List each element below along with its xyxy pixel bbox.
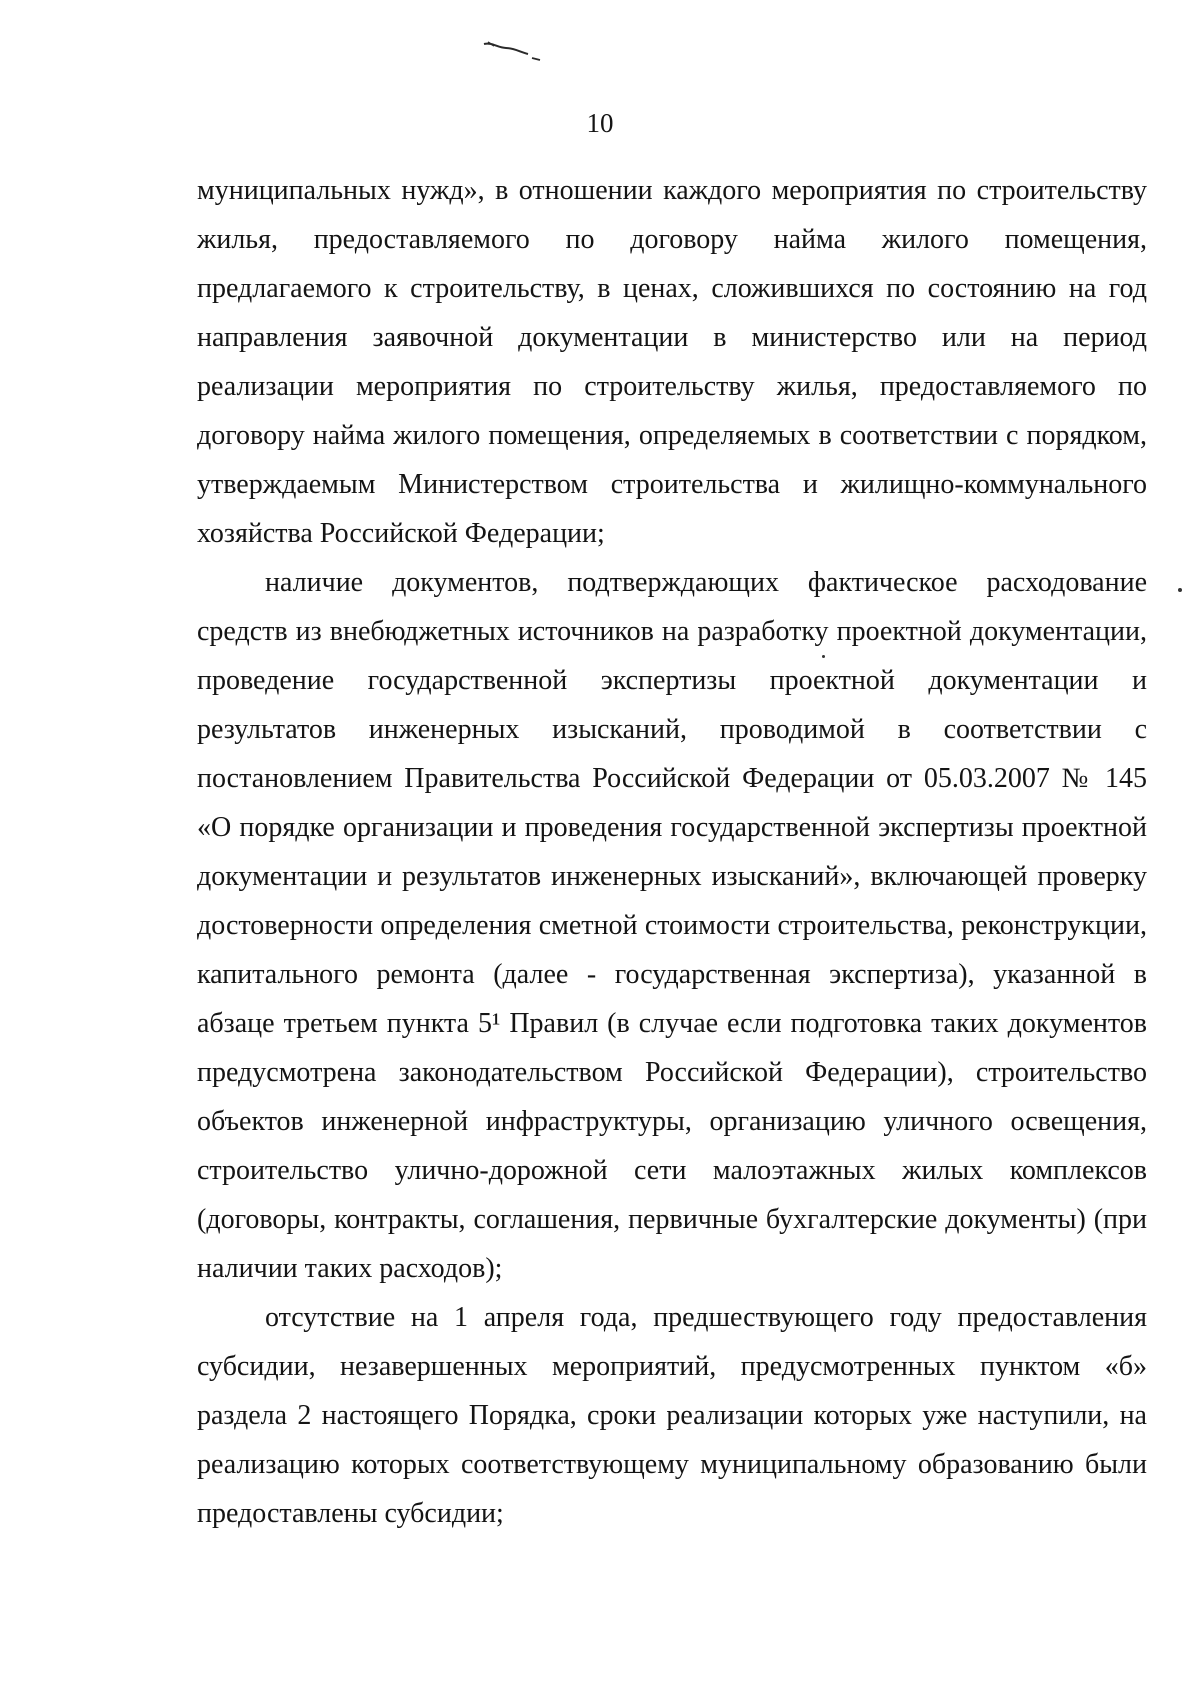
scan-speck: [1178, 588, 1182, 592]
paragraph-absence-unfinished: отсутствие на 1 апреля года, предшествующего году предоставления субсидии, незавершенных мероприятий, предусмотренных пунктом «б» раздела 2 настоящего Порядка, сроки реализации которых уже наступили, на реализацию которых соответствующему муниципальному образованию были предоставлены субсидии;: [197, 1302, 1147, 1529]
scan-speck: [822, 655, 825, 658]
paragraph-documents-availability: наличие документов, подтверждающих фактическое расходование средств из внебюджетных источников на разработку проектной документации, проведение государственной экспертизы проектной документации и результатов инженерных изысканий, проводимой в соответствии с постановлением Правительства Российской Федерации от 05.03.2007 № 145 «О порядке организации и проведения государственной экспертизы проектной документации и результатов инженерных изысканий», включающей проверку достоверности определения сметной стоимости строительства, реконструкции, капитального ремонта (далее - государственная экспертиза), указанной в абзаце третьем пункта 5¹ Правил (в случае если подготовка таких документов предусмотрена законодательством Российской Федерации), строительство объектов инженерной инфраструктуры, организацию уличного освещения, строительство улично-дорожной сети малоэтажных жилых комплексов (договоры, контракты, соглашения, первичные бухгалтерские документы) (при наличии таких расходов);: [197, 567, 1147, 1284]
scan-mark: [480, 36, 550, 66]
document-body: [197, 166, 1147, 1538]
page-number: 10: [586, 108, 614, 138]
paragraph-municipal-needs: муниципальных нужд», в отношении каждого мероприятия по строительству жилья, предоставляемого по договору найма жилого помещения, предлагаемого к строительству, в ценах, сложившихся по состоянию на год направления заявочной документации в министерство или на период реализации мероприятия по строительству жилья, предоставляемого по договору найма жилого помещения, определяемых в соответствии с порядком, утверждаемым Министерством строительства и жилищно-коммунального хозяйства Российской Федерации;: [197, 175, 1147, 549]
